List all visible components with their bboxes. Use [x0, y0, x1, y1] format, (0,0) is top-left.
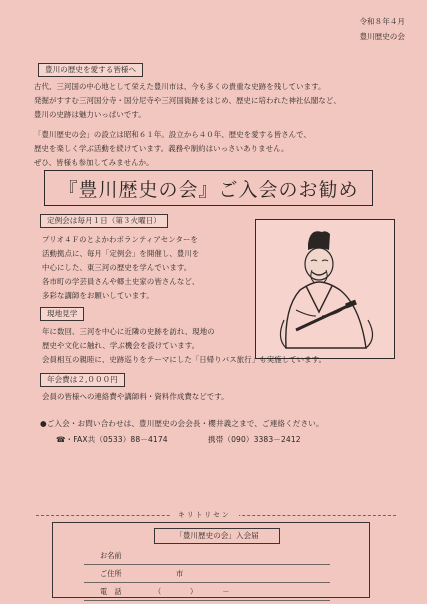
- greeting-line: ぜひ、皆様も参加してみませんか。: [34, 158, 154, 167]
- field-study-line: 年に数回、三河を中心に近隣の史跡を訪れ、現地の: [42, 327, 215, 336]
- phone-field[interactable]: [84, 583, 330, 601]
- organization-name: 豊川歴史の会: [359, 32, 405, 41]
- phone-label: 電 話: [100, 587, 122, 596]
- fee-text: 会員の皆様への連絡費や講師料・資料作成費などです。: [42, 392, 229, 401]
- greeting-label: 豊川の歴史を愛する皆様へ: [38, 63, 143, 77]
- meeting-line: プリオ４Ｆのとよかわボランティアセンターを: [42, 235, 198, 244]
- address-field[interactable]: [84, 565, 330, 583]
- meeting-line: 中心にした、東三河の歴史を学んでいます。: [42, 263, 192, 272]
- meeting-line: 各市町の学芸員さんや郷土史家の皆さんなど、: [42, 277, 200, 286]
- meeting-line: 活動拠点に、毎月「定例会」を開催し、豊川を: [42, 249, 200, 258]
- field-study-text: [42, 325, 326, 367]
- address-label: ご住所: [100, 569, 122, 578]
- greeting-line: 「豊川歴史の会」の設立は昭和６１年。設立から４０年、歴史を愛する皆さんで、: [34, 130, 312, 139]
- header-block: [359, 14, 405, 44]
- greeting-line: 歴史を楽しく学ぶ活動を続けています。義務や制約はいっさいありません。: [34, 144, 289, 153]
- meeting-line: 多彩な講師をお願いしています。: [42, 291, 154, 300]
- contact-line: ●ご入会・お問い合わせは、豊川歴史の会会長・櫻井義之まで、ご連絡ください。: [40, 419, 324, 428]
- form-fields: [84, 547, 330, 601]
- field-study-line: 歴史や文化に触れ、学ぶ機会を設けています。: [42, 341, 200, 350]
- greeting-line: 古代、三河国の中心地として栄えた豊川市は、今も多くの貴重な史跡を残しています。: [34, 82, 326, 91]
- greeting-line: 豊川の史跡は魅力いっぱいです。: [34, 110, 146, 119]
- phone-template: （ ） －: [154, 587, 230, 596]
- issue-date: 令和８年４月: [359, 17, 405, 26]
- city-suffix: 市: [176, 569, 184, 578]
- name-label: お名前: [100, 551, 122, 560]
- greeting-text: [34, 80, 341, 170]
- name-field[interactable]: [84, 547, 330, 565]
- meeting-text: [42, 233, 199, 303]
- meeting-label: 定例会は毎月１日（第３火曜日）: [40, 214, 168, 228]
- contact-mobile: 携帯（090）3383－2412: [208, 435, 301, 444]
- fee-label: 年会費は２,０００円: [40, 373, 125, 387]
- form-title: 「豊川歴史の会」入会届: [154, 528, 280, 544]
- contact-tel-fax: ☎・FAX共（0533）88－4174: [56, 435, 168, 444]
- field-study-line: 会員相互の親睦に、史跡巡りをテーマにした「日帰りバス旅行」も実施しています。: [42, 355, 327, 364]
- cut-label: キリトリセン: [170, 508, 239, 522]
- field-study-label: 現地見学: [40, 307, 84, 321]
- page-title: 『豊川歴史の会』ご入会のお勧め: [44, 170, 373, 206]
- greeting-line: 発掘がすすむ三河国分寺・国分尼寺や三河国衙跡をはじめ、歴史に培われた神社仏閣など、: [34, 96, 341, 105]
